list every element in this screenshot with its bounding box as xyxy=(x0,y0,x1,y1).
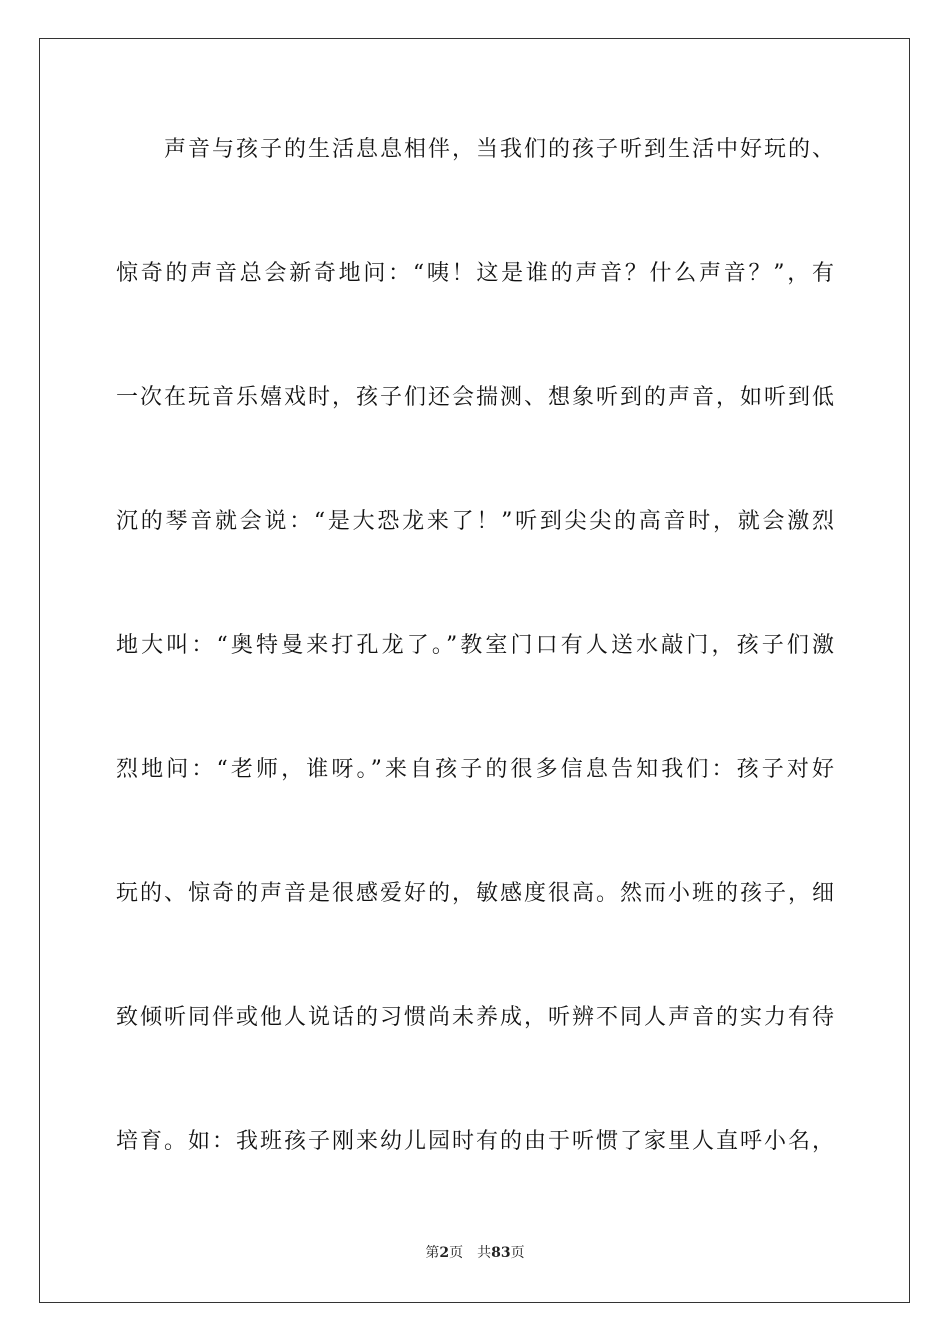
page-border xyxy=(39,38,910,1303)
page-suffix: 页 xyxy=(449,1245,464,1261)
paragraph-line-1: 声音与孩子的生活息息相伴，当我们的孩子听到生活中好玩的、 xyxy=(164,137,834,162)
page-number: 2 xyxy=(439,1245,450,1261)
paragraph-line-6: 烈地问：“老师，谁呀。”来自孩子的很多信息告知我们：孩子对好 xyxy=(116,757,834,782)
total-prefix: 共 xyxy=(477,1245,492,1261)
page-prefix: 第 xyxy=(425,1245,440,1261)
paragraph-line-4: 沉的琴音就会说：“是大恐龙来了！”听到尖尖的高音时，就会激烈 xyxy=(116,509,834,534)
paragraph-line-5: 地大叫：“奥特曼来打孔龙了。”教室门口有人送水敲门，孩子们激 xyxy=(116,633,834,658)
paragraph-line-8: 致倾听同伴或他人说话的习惯尚未养成，听辨不同人声音的实力有待 xyxy=(116,1005,834,1030)
total-suffix: 页 xyxy=(510,1245,525,1261)
paragraph-line-7: 玩的、惊奇的声音是很感爱好的，敏感度很高。然而小班的孩子，细 xyxy=(116,881,834,906)
paragraph-line-2: 惊奇的声音总会新奇地问：“咦！这是谁的声音？什么声音？”，有 xyxy=(116,261,834,286)
paragraph-line-9: 培育。如：我班孩子刚来幼儿园时有的由于听惯了家里人直呼小名， xyxy=(116,1129,834,1154)
total-pages: 83 xyxy=(491,1245,511,1261)
paragraph-line-3: 一次在玩音乐嬉戏时，孩子们还会揣测、想象听到的声音，如听到低 xyxy=(116,385,834,410)
page-footer xyxy=(0,1243,950,1263)
